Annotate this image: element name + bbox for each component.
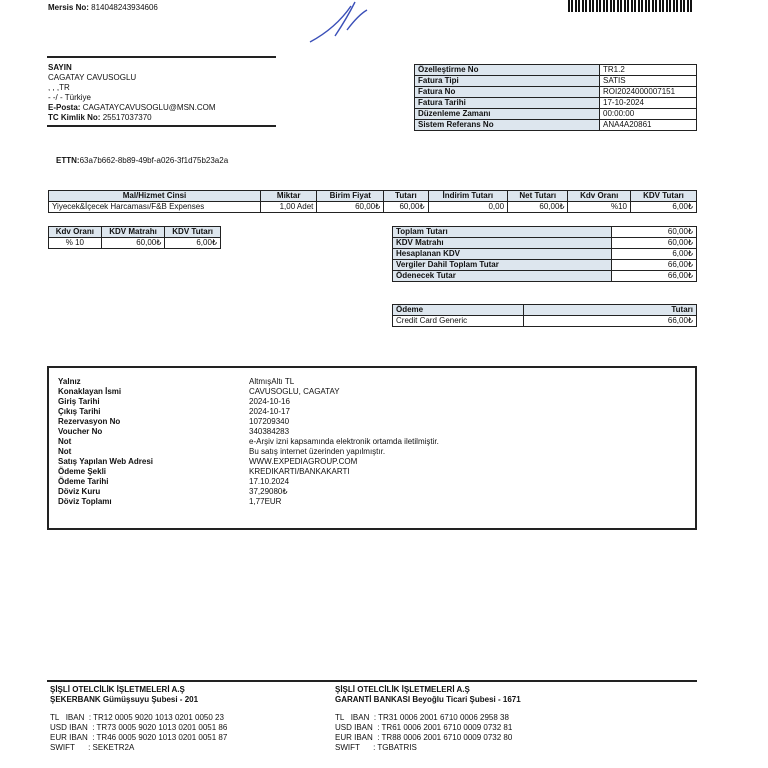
col-header: İndirim Tutarı: [428, 191, 507, 202]
detail-label: Çıkış Tarihi: [58, 407, 101, 416]
info-label: Fatura Tipi: [415, 76, 600, 87]
totals-table: [392, 226, 697, 282]
customer-title: SAYIN: [48, 63, 72, 72]
mersis-label: Mersis No:: [48, 3, 89, 12]
bank-name: GARANTİ BANKASI Beyoğlu Ticari Şubesi - 1671: [335, 695, 521, 704]
col-header: KDV Tutarı: [165, 227, 221, 238]
details-box: [47, 366, 697, 530]
info-value: 00:00:00: [600, 109, 697, 120]
detail-value: 1,77EUR: [249, 497, 282, 506]
total-value: 60,00₺: [612, 227, 697, 238]
bank-line: USD IBAN : TR61 0006 2001 6710 0009 0732 81: [335, 723, 513, 732]
detail-label: Satış Yapılan Web Adresi: [58, 457, 153, 466]
cell: 6,00₺: [630, 202, 696, 213]
customer-block: [48, 63, 216, 123]
table-row: [49, 238, 221, 249]
ettn: [56, 156, 228, 166]
detail-label: Not: [58, 437, 72, 446]
cell: % 10: [49, 238, 102, 249]
info-label: Düzenleme Zamanı: [415, 109, 600, 120]
detail-label: Not: [58, 447, 72, 456]
bank-line: SWIFT : SEKETR2A: [50, 743, 135, 752]
payment-amount-header: Tutarı: [524, 305, 697, 316]
email-label: E-Posta:: [48, 103, 81, 112]
bank-line: EUR IBAN : TR46 0005 9020 1013 0201 0051 87: [50, 733, 228, 742]
detail-value: AltmışAltı TL: [249, 377, 295, 386]
bank-block-2: [335, 685, 521, 753]
col-header: Kdv Oranı: [49, 227, 102, 238]
qr-code: [568, 0, 692, 12]
col-header: Net Tutarı: [508, 191, 568, 202]
bank-line: EUR IBAN : TR88 0006 2001 6710 0009 0732 80: [335, 733, 513, 742]
mersis-number: [48, 3, 158, 13]
cell: 60,00₺: [508, 202, 568, 213]
tc-label: TC Kimlik No:: [48, 113, 101, 122]
col-header: KDV Tutarı: [630, 191, 696, 202]
bank-line: USD IBAN : TR73 0005 9020 1013 0201 0051 86: [50, 723, 228, 732]
detail-value: 37,29080₺: [249, 487, 288, 496]
detail-value: 17.10.2024: [249, 477, 290, 486]
info-label: Sistem Referans No: [415, 120, 600, 131]
detail-value: 2024-10-16: [249, 397, 290, 406]
detail-value: WWW.EXPEDIAGROUP.COM: [249, 457, 358, 466]
total-label: Ödenecek Tutar: [393, 271, 612, 282]
detail-label: Rezervasyon No: [58, 417, 121, 426]
col-header: Birim Fiyat: [317, 191, 384, 202]
total-value: 6,00₺: [612, 249, 697, 260]
invoice-info-table: [414, 64, 697, 131]
detail-value: 2024-10-17: [249, 407, 290, 416]
detail-value: 340384283: [249, 427, 290, 436]
detail-label: Yalnız: [58, 377, 81, 386]
bank-line: SWIFT : TGBATRIS: [335, 743, 417, 752]
customer-name: CAGATAY CAVUSOGLU: [48, 73, 137, 82]
signature-mark: [305, 0, 375, 48]
detail-value: CAVUSOGLU, CAGATAY: [249, 387, 340, 396]
detail-label: Ödeme Tarihi: [58, 477, 109, 486]
total-label: KDV Matrahı: [393, 238, 612, 249]
total-value: 66,00₺: [612, 271, 697, 282]
info-value: TR1.2: [600, 65, 697, 76]
detail-label: Ödeme Şekli: [58, 467, 107, 476]
col-header: Mal/Hizmet Cinsi: [49, 191, 261, 202]
bank-name: ŞEKERBANK Gümüşsuyu Şubesi - 201: [50, 695, 199, 704]
cell: 0,00: [428, 202, 507, 213]
ettn-label: ETTN:: [56, 156, 80, 165]
tc-value: 25517037370: [102, 113, 152, 122]
bank-block-1: [50, 685, 227, 753]
customer-address-2: - -/ - Türkiye: [48, 93, 91, 102]
cell: 60,00₺: [317, 202, 384, 213]
col-header: Tutarı: [384, 191, 428, 202]
info-label: Fatura No: [415, 87, 600, 98]
cell: 60,00₺: [384, 202, 428, 213]
total-label: Toplam Tutarı: [393, 227, 612, 238]
bank-line: TL IBAN : TR31 0006 2001 6710 0006 2958 38: [335, 713, 509, 722]
table-row: [393, 316, 697, 327]
total-label: Hesaplanan KDV: [393, 249, 612, 260]
info-label: Fatura Tarihi: [415, 98, 600, 109]
bank-company: ŞİŞLİ OTELCİLİK İŞLETMELERİ A.Ş: [335, 685, 470, 694]
col-header: KDV Matrahı: [101, 227, 165, 238]
bank-company: ŞİŞLİ OTELCİLİK İŞLETMELERİ A.Ş: [50, 685, 185, 694]
payment-header: Ödeme: [393, 305, 524, 316]
detail-value: 107209340: [249, 417, 290, 426]
customer-address-1: , , ,TR: [48, 83, 70, 92]
total-label: Vergiler Dahil Toplam Tutar: [393, 260, 612, 271]
payment-amount: 66,00₺: [524, 316, 697, 327]
email-value: CAGATAYCAVUSOGLU@MSN.COM: [82, 103, 216, 112]
detail-value: KREDIKARTI/BANKAKARTI: [249, 467, 350, 476]
cell: 60,00₺: [101, 238, 165, 249]
mersis-value: 814048243934606: [91, 3, 158, 12]
bank-line: TL IBAN : TR12 0005 9020 1013 0201 0050 23: [50, 713, 224, 722]
total-value: 66,00₺: [612, 260, 697, 271]
vat-table: [48, 226, 221, 249]
info-value: ROI2024000007151: [600, 87, 697, 98]
payment-method: Credit Card Generic: [393, 316, 524, 327]
cell: 6,00₺: [165, 238, 221, 249]
cell: 1,00 Adet: [261, 202, 317, 213]
info-value: 17-10-2024: [600, 98, 697, 109]
info-value: ANA4A20861: [600, 120, 697, 131]
cell: %10: [568, 202, 631, 213]
details-list: [58, 377, 688, 507]
total-value: 60,00₺: [612, 238, 697, 249]
items-table: [48, 190, 697, 213]
cell: Yiyecek&İçecek Harcaması/F&B Expenses: [49, 202, 261, 213]
info-label: Özelleştirme No: [415, 65, 600, 76]
detail-label: Döviz Kuru: [58, 487, 101, 496]
col-header: Miktar: [261, 191, 317, 202]
detail-label: Voucher No: [58, 427, 103, 436]
table-row: [49, 202, 697, 213]
detail-value: e-Arşiv izni kapsamında elektronik ortamda iletilmiştir.: [249, 437, 439, 446]
info-value: SATIS: [600, 76, 697, 87]
ettn-value: 63a7b662-8b89-49bf-a026-3f1d75b23a2a: [79, 156, 229, 165]
col-header: Kdv Oranı: [568, 191, 631, 202]
detail-label: Giriş Tarihi: [58, 397, 100, 406]
detail-label: Döviz Toplamı: [58, 497, 112, 506]
detail-value: Bu satış internet üzerinden yapılmıştır.: [249, 447, 386, 456]
payment-table: [392, 304, 697, 327]
detail-label: Konaklayan İsmi: [58, 387, 122, 396]
